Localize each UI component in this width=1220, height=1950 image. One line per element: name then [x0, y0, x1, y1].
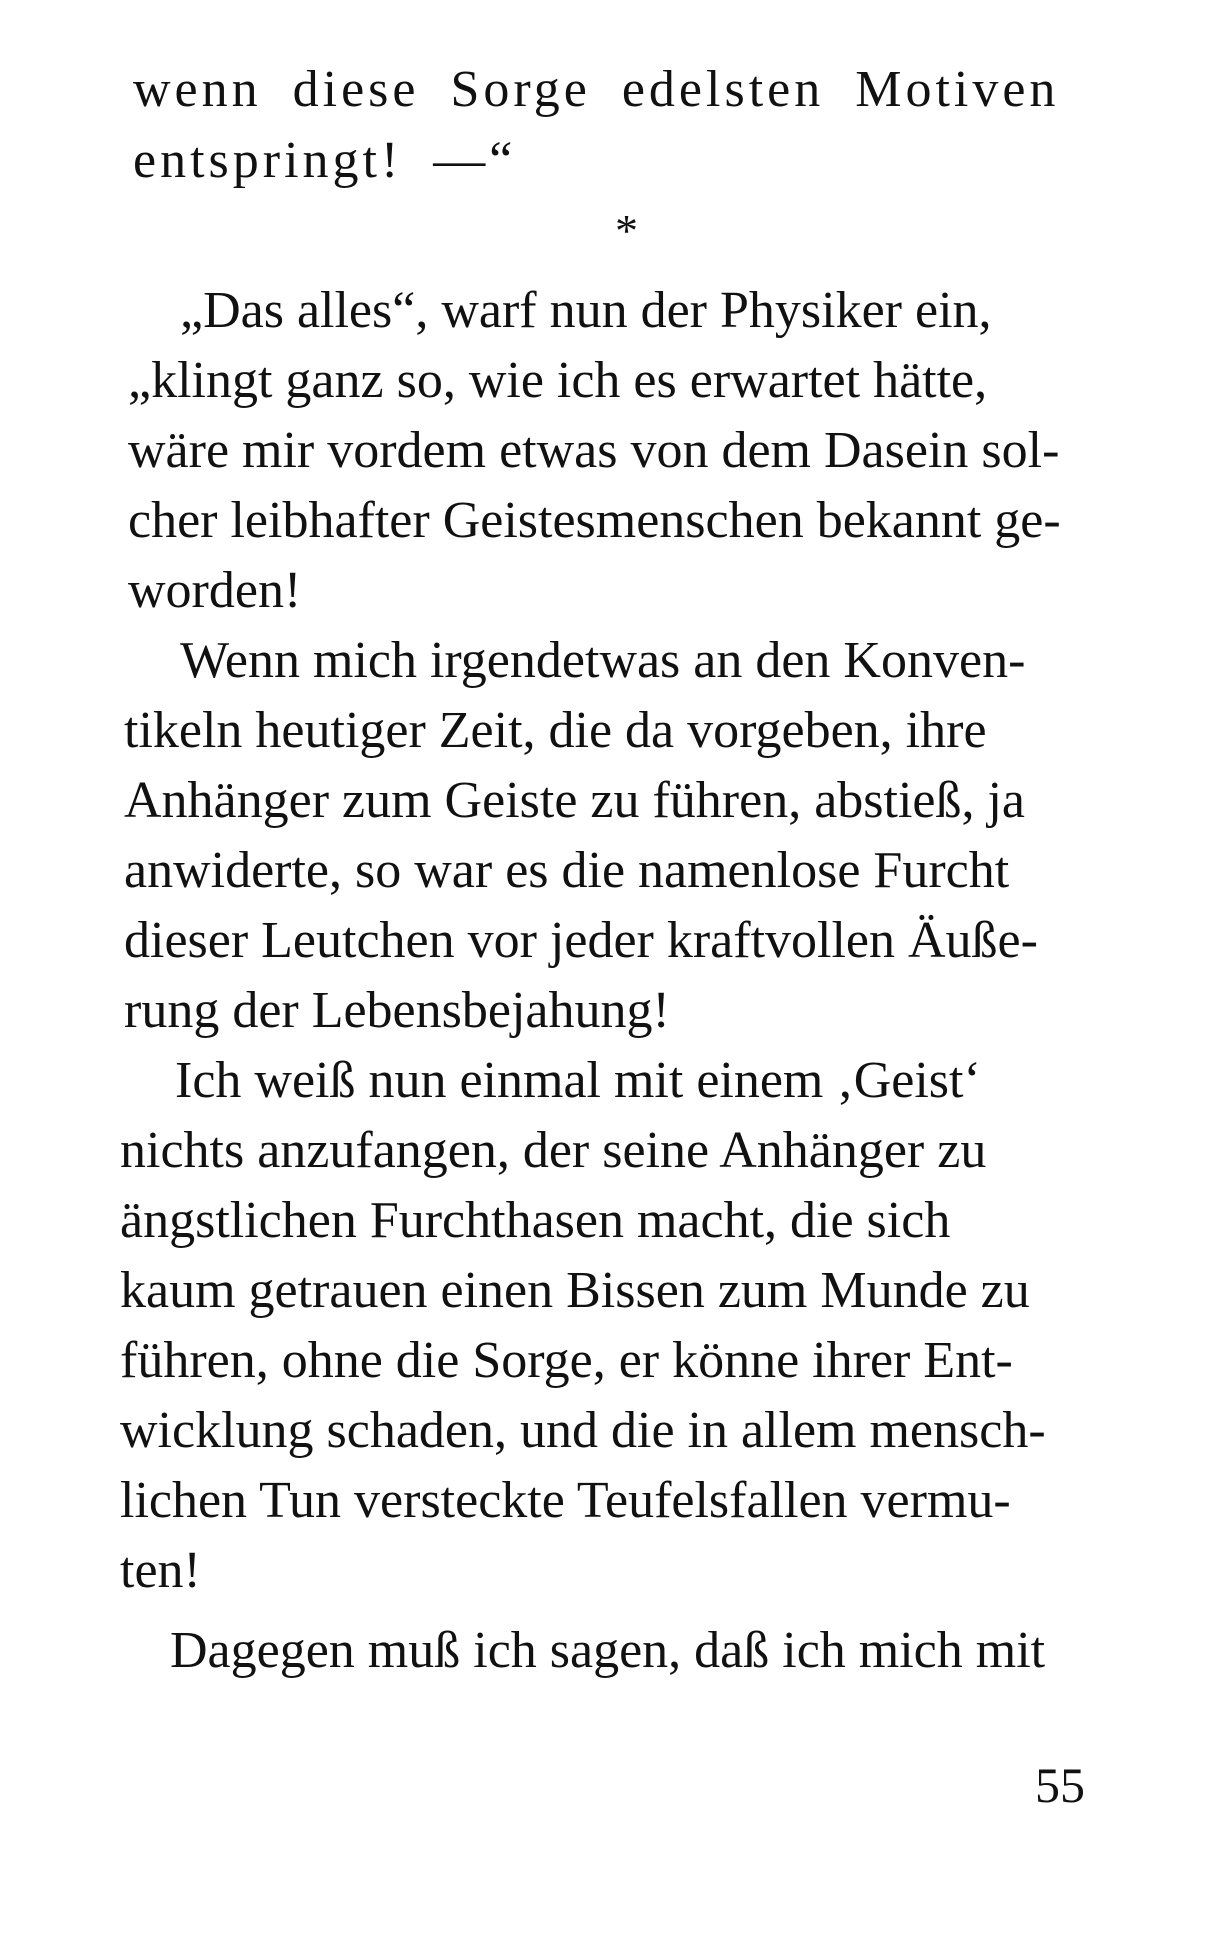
text-line: entspringt! —“ — [133, 132, 517, 189]
text-line: wenn diese Sorge edelsten Motiven — [133, 61, 1060, 118]
text-line: dieser Leutchen vor jeder kraftvollen Äuße- — [124, 912, 1038, 969]
page-number: 55 — [1035, 1757, 1085, 1813]
text-line: „klingt ganz so, wie ich es erwartet hätte, — [128, 352, 988, 409]
text-line: kaum getrauen einen Bissen zum Munde zu — [120, 1262, 1030, 1319]
text-line: rung der Lebensbejahung! — [124, 982, 670, 1039]
text-line: Dagegen muß ich sagen, daß ich mich mit — [170, 1622, 1046, 1679]
text-line: worden! — [128, 562, 302, 619]
text-line: ten! — [120, 1542, 201, 1599]
text-line: nichts anzufangen, der seine Anhänger zu — [120, 1122, 987, 1179]
text-line: Wenn mich irgendetwas an den Konven- — [180, 632, 1026, 689]
text-line: „Das alles“, warf nun der Physiker ein, — [180, 282, 992, 339]
text-line: führen, ohne die Sorge, er könne ihrer Ent- — [120, 1332, 1013, 1389]
text-line: tikeln heutiger Zeit, die da vorgeben, ihre — [124, 702, 987, 759]
text-line: Anhänger zum Geiste zu führen, abstieß, ja — [124, 772, 1026, 829]
text-line: anwiderte, so war es die namenlose Furcht — [124, 842, 1010, 899]
text-line: wäre mir vordem etwas von dem Dasein sol- — [128, 422, 1060, 479]
text-line: Ich weiß nun einmal mit einem ‚Geist‘ — [175, 1052, 981, 1109]
text-line: wicklung schaden, und die in allem mensch- — [120, 1402, 1046, 1459]
text-line: lichen Tun versteckte Teufelsfallen vermu- — [120, 1472, 1011, 1529]
text-line: cher leibhafter Geistesmenschen bekannt ge- — [128, 492, 1061, 549]
section-separator: * — [615, 205, 638, 256]
text-line: ängstlichen Furchthasen macht, die sich — [120, 1192, 951, 1249]
